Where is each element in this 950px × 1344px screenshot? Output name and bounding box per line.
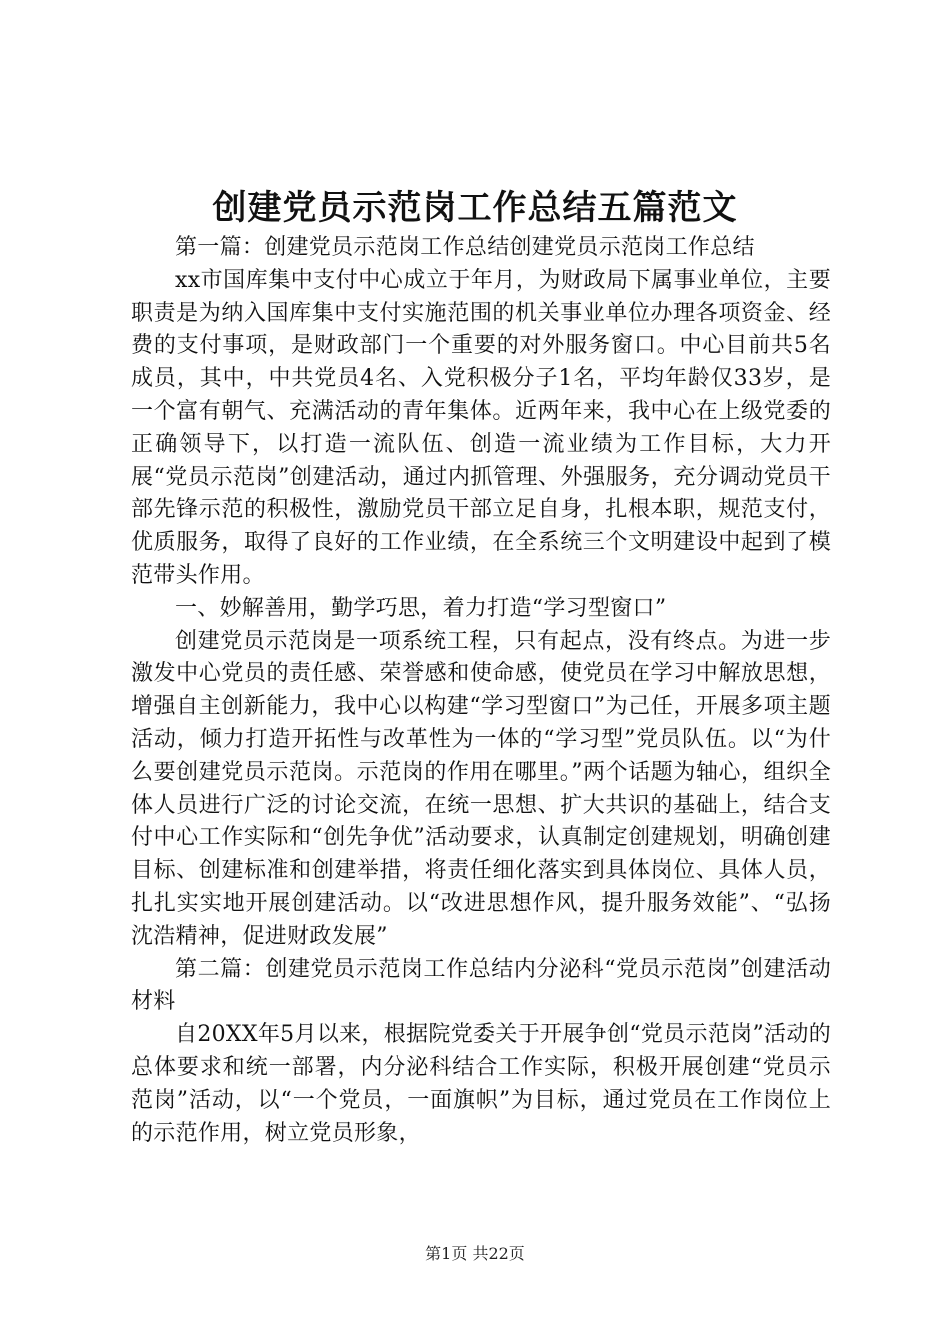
body-paragraph: 创建党员示范岗是一项系统工程，只有起点，没有终点。为进一步激发中心党员的责任感、荣誉感和使命感，使党员在学习中解放思想，增强自主创新能力，我中心以构建“学习型窗口”为己任，开展多项主题活动，倾力打造开拓性与改革性为一体的“学习型”党员队伍。以“为什么要创建党员示范岗。示范岗的作用在哪里。”两个话题为轴心，组织全体人员进行广泛的讨论交流，在统一思想、扩大共识的基础上，结合支付中心工作实际和“创先争优”活动要求，认真制定创建规划，明确创建目标、创建标准和创建举措，将责任细化落实到具体岗位、具体人员，扎扎实实地开展创建活动。以“改进思想作风，提升服务效能”、“弘扬沈浩精神，促进财政发展”	[131, 628, 831, 949]
section-heading-first: 第一篇：创建党员示范岗工作总结创建党员示范岗工作总结	[175, 235, 755, 260]
body-paragraph: 自20XX年5月以来，根据院党委关于开展争创“党员示范岗”活动的总体要求和统一部署，内分泌科结合工作实际，积极开展创建“党员示范岗”活动，以“一个党员，一面旗帜”为目标，通过党员在工作岗位上的示范作用，树立党员形象，	[131, 1022, 831, 1146]
section-heading-second: 第二篇：创建党员示范岗工作总结内分泌科“党员示范岗”创建活动材料	[131, 956, 831, 1015]
document-body	[131, 232, 831, 1150]
document-title: 创建党员示范岗工作总结五篇范文	[212, 188, 738, 228]
page-footer: 第1页 共22页	[425, 1244, 525, 1263]
subsection-heading: 一、妙解善用，勤学巧思，着力打造“学习型窗口”	[175, 595, 667, 621]
body-paragraph: xx市国库集中支付中心成立于年月，为财政局下属事业单位，主要职责是为纳入国库集中支付实施范围的机关事业单位办理各项资金、经费的支付事项，是财政部门一个重要的对外服务窗口。中心目前共5名成员，其中，中共党员4名、入党积极分子1名，平均年龄仅33岁，是一个富有朝气、充满活动的青年集体。近两年来，我中心在上级党委的正确领导下，以打造一流队伍、创造一流业绩为工作目标，大力开展“党员示范岗”创建活动，通过内抓管理、外强服务，充分调动党员干部先锋示范的积极性，激励党员干部立足自身，扎根本职，规范支付，优质服务，取得了良好的工作业绩，在全系统三个文明建设中起到了模范带头作用。	[131, 267, 831, 588]
